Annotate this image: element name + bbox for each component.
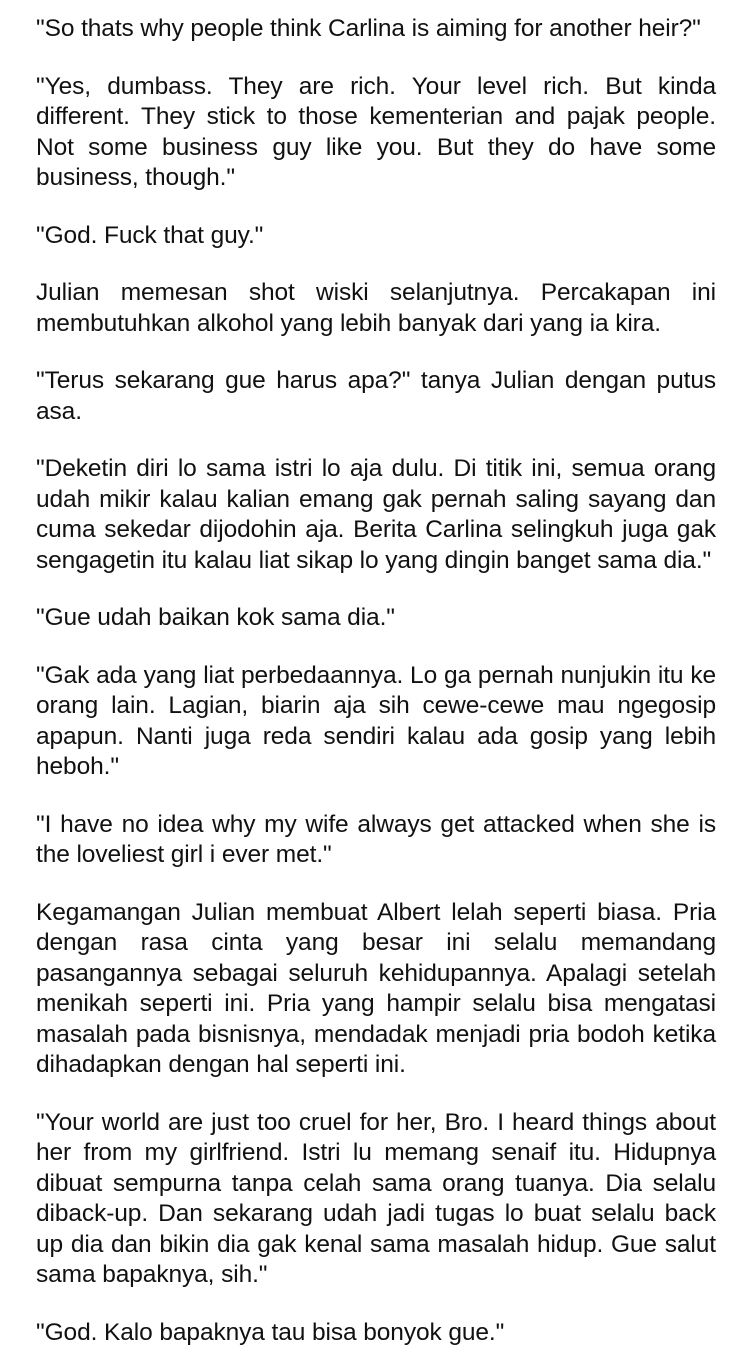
paragraph-12: "God. Kalo bapaknya tau bisa bonyok gue." — [36, 1318, 716, 1348]
paragraph-9: "I have no idea why my wife always get attacked when she is the loveliest girl i ever met." — [36, 810, 716, 871]
paragraph-3: "God. Fuck that guy." — [36, 221, 716, 252]
paragraph-8: "Gak ada yang liat perbedaannya. Lo ga pernah nunjukin itu ke orang lain. Lagian, biarin aja sih cewe-cewe mau ngegosip apapun. Nanti juga reda sendiri kalau ada gosip yang lebih heboh." — [36, 661, 716, 783]
paragraph-10: Kegamangan Julian membuat Albert lelah seperti biasa. Pria dengan rasa cinta yang besar ini selalu memandang pasangannya sebagai seluruh kehidupannya. Apalagi setelah menikah seperti ini. Pria yang hampir selalu bisa mengatasi masalah pada bisnisnya, mendadak menjadi pria bodoh ketika dihadapkan dengan hal seperti ini. — [36, 898, 716, 1081]
paragraph-1: "So thats why people think Carlina is aiming for another heir?" — [36, 14, 716, 45]
paragraph-2: "Yes, dumbass. They are rich. Your level rich. But kinda different. They stick to those kementerian and pajak people. Not some business guy like you. But they do have some business, though." — [36, 72, 716, 194]
paragraph-6: "Deketin diri lo sama istri lo aja dulu. Di titik ini, semua orang udah mikir kalau kalian emang gak pernah saling sayang dan cuma sekedar dijodohin aja. Berita Carlina selingkuh juga gak sengagetin itu kalau liat sikap lo yang dingin banget sama dia." — [36, 454, 716, 576]
paragraph-11: "Your world are just too cruel for her, Bro. I heard things about her from my girlfriend. Istri lu memang senaif itu. Hidupnya dibuat sempurna tanpa celah sama orang tuanya. Dia selalu diback-up. Dan sekarang udah jadi tugas lo buat selalu back up dia dan bikin dia gak kenal sama masalah hidup. Gue salut sama bapaknya, sih." — [36, 1108, 716, 1291]
paragraph-7: "Gue udah baikan kok sama dia." — [36, 603, 716, 634]
paragraph-5: "Terus sekarang gue harus apa?" tanya Julian dengan putus asa. — [36, 366, 716, 427]
paragraph-4: Julian memesan shot wiski selanjutnya. Percakapan ini membutuhkan alkohol yang lebih banyak dari yang ia kira. — [36, 278, 716, 339]
